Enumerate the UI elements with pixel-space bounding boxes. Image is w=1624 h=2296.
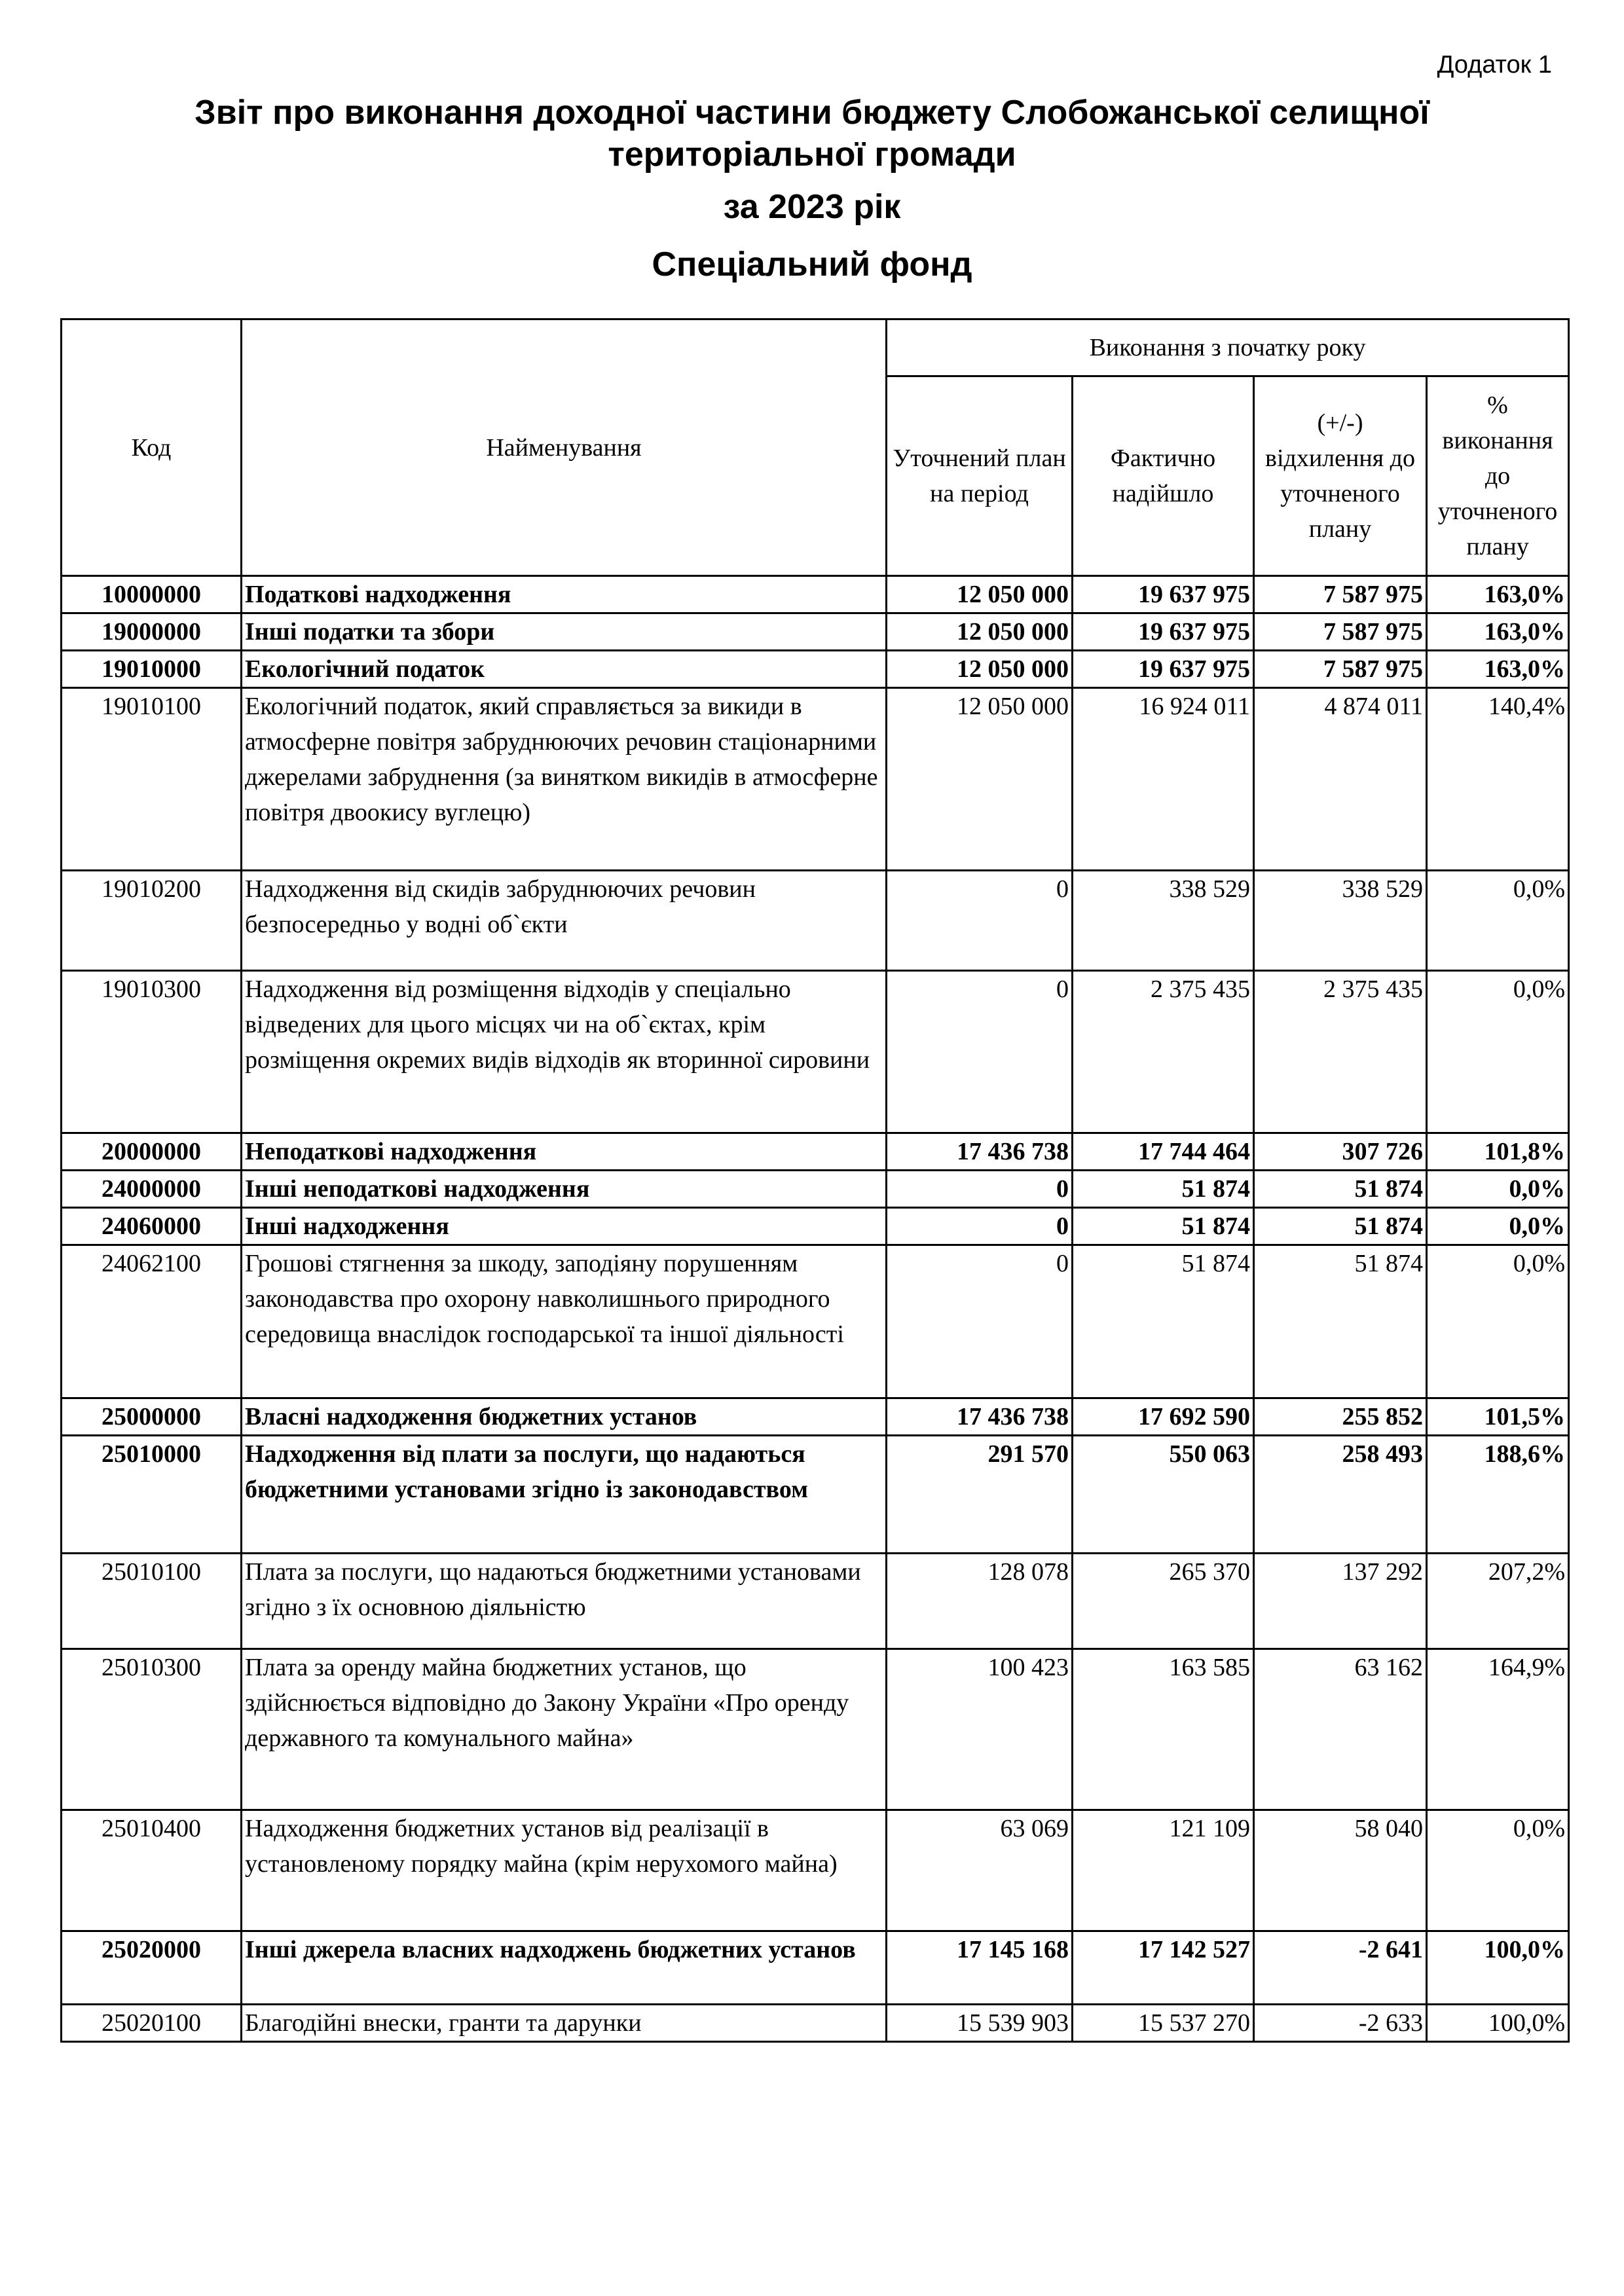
row-code: 25010400 (62, 1810, 242, 1931)
row-name: Інші податки та збори (242, 613, 887, 651)
row-name: Плата за оренду майна бюджетних установ, що здійснюється відповідно до Закону України «Про оренду державного та комунального майна» (242, 1649, 887, 1810)
row-actual: 121 109 (1073, 1810, 1254, 1931)
row-deviation: 63 162 (1254, 1649, 1427, 1810)
row-percent: 207,2% (1427, 1554, 1569, 1649)
row-deviation: -2 633 (1254, 2005, 1427, 2042)
row-name: Інші джерела власних надходжень бюджетних установ (242, 1931, 887, 2005)
row-actual: 51 874 (1073, 1245, 1254, 1398)
row-name: Неподаткові надходження (242, 1133, 887, 1171)
row-percent: 164,9% (1427, 1649, 1569, 1810)
header-actual: Фактично надійшло (1073, 376, 1254, 576)
row-code: 19010200 (62, 871, 242, 971)
row-percent: 163,0% (1427, 576, 1569, 613)
row-actual: 17 744 464 (1073, 1133, 1254, 1171)
table-row (62, 1436, 1569, 1554)
row-plan: 0 (887, 971, 1073, 1133)
table-row (62, 1649, 1569, 1810)
row-percent: 0,0% (1427, 1208, 1569, 1245)
table-row (62, 1398, 1569, 1436)
row-percent: 140,4% (1427, 688, 1569, 871)
row-percent: 101,5% (1427, 1398, 1569, 1436)
revenue-table (60, 318, 1570, 2043)
row-name: Грошові стягнення за шкоду, заподіяну порушенням законодавства про охорону навколишнього природного середовища внаслідок господарської та іншої діяльності (242, 1245, 887, 1398)
table-row (62, 651, 1569, 688)
row-percent: 0,0% (1427, 971, 1569, 1133)
row-percent: 0,0% (1427, 871, 1569, 971)
row-code: 25010000 (62, 1436, 242, 1554)
row-plan: 17 145 168 (887, 1931, 1073, 2005)
row-actual: 19 637 975 (1073, 651, 1254, 688)
row-percent: 100,0% (1427, 1931, 1569, 2005)
row-plan: 291 570 (887, 1436, 1073, 1554)
header-code: Код (62, 319, 242, 576)
row-deviation: 7 587 975 (1254, 651, 1427, 688)
row-actual: 51 874 (1073, 1208, 1254, 1245)
row-code: 19010000 (62, 651, 242, 688)
row-code: 25000000 (62, 1398, 242, 1436)
row-percent: 0,0% (1427, 1245, 1569, 1398)
header-execution-group: Виконання з початку року (887, 319, 1569, 376)
row-code: 10000000 (62, 576, 242, 613)
row-plan: 63 069 (887, 1810, 1073, 1931)
table-row (62, 1171, 1569, 1208)
row-percent: 188,6% (1427, 1436, 1569, 1554)
row-name: Благодійні внески, гранти та дарунки (242, 2005, 887, 2042)
row-plan: 0 (887, 1171, 1073, 1208)
row-percent: 0,0% (1427, 1171, 1569, 1208)
row-name: Надходження від плати за послуги, що надаються бюджетними установами згідно із законодавством (242, 1436, 887, 1554)
row-name: Надходження бюджетних установ від реалізації в установленому порядку майна (крім нерухомого майна) (242, 1810, 887, 1931)
table-row (62, 871, 1569, 971)
table-row (62, 688, 1569, 871)
header-plan: Уточнений план на період (887, 376, 1073, 576)
row-actual: 19 637 975 (1073, 613, 1254, 651)
row-deviation: 338 529 (1254, 871, 1427, 971)
row-plan: 0 (887, 1245, 1073, 1398)
header-percent: % виконання до уточненого плану (1427, 376, 1569, 576)
row-deviation: 7 587 975 (1254, 576, 1427, 613)
row-plan: 15 539 903 (887, 2005, 1073, 2042)
row-actual: 265 370 (1073, 1554, 1254, 1649)
row-deviation: 7 587 975 (1254, 613, 1427, 651)
row-code: 25010100 (62, 1554, 242, 1649)
row-actual: 19 637 975 (1073, 576, 1254, 613)
fund-title: Спеціальний фонд (652, 246, 972, 283)
row-name: Власні надходження бюджетних установ (242, 1398, 887, 1436)
table-row (62, 1133, 1569, 1171)
row-name: Екологічний податок (242, 651, 887, 688)
row-deviation: 51 874 (1254, 1245, 1427, 1398)
row-deviation: 4 874 011 (1254, 688, 1427, 871)
row-plan: 128 078 (887, 1554, 1073, 1649)
row-plan: 12 050 000 (887, 613, 1073, 651)
table-row (62, 613, 1569, 651)
table-row (62, 971, 1569, 1133)
row-actual: 338 529 (1073, 871, 1254, 971)
row-actual: 16 924 011 (1073, 688, 1254, 871)
row-actual: 550 063 (1073, 1436, 1254, 1554)
table-row (62, 1931, 1569, 2005)
row-plan: 17 436 738 (887, 1133, 1073, 1171)
row-code: 24000000 (62, 1171, 242, 1208)
row-deviation: -2 641 (1254, 1931, 1427, 2005)
row-actual: 15 537 270 (1073, 2005, 1254, 2042)
row-plan: 12 050 000 (887, 651, 1073, 688)
row-actual: 51 874 (1073, 1171, 1254, 1208)
row-deviation: 137 292 (1254, 1554, 1427, 1649)
row-name: Надходження від скидів забруднюючих речовин безпосередньо у водні об`єкти (242, 871, 887, 971)
row-percent: 101,8% (1427, 1133, 1569, 1171)
row-actual: 2 375 435 (1073, 971, 1254, 1133)
row-name: Інші неподаткові надходження (242, 1171, 887, 1208)
row-plan: 17 436 738 (887, 1398, 1073, 1436)
row-actual: 17 692 590 (1073, 1398, 1254, 1436)
row-code: 19000000 (62, 613, 242, 651)
row-deviation: 258 493 (1254, 1436, 1427, 1554)
row-plan: 0 (887, 871, 1073, 971)
report-title-line-2: територіальної громади (608, 136, 1016, 173)
table-row (62, 2005, 1569, 2042)
row-deviation: 255 852 (1254, 1398, 1427, 1436)
row-deviation: 2 375 435 (1254, 971, 1427, 1133)
row-name: Податкові надходження (242, 576, 887, 613)
row-code: 25010300 (62, 1649, 242, 1810)
report-title-line-1: Звіт про виконання доходної частини бюджету Слобожанської селищної (194, 94, 1430, 132)
row-code: 24060000 (62, 1208, 242, 1245)
row-code: 19010100 (62, 688, 242, 871)
header-name: Найменування (242, 319, 887, 576)
row-code: 25020100 (62, 2005, 242, 2042)
table-row (62, 1810, 1569, 1931)
row-deviation: 307 726 (1254, 1133, 1427, 1171)
row-percent: 0,0% (1427, 1810, 1569, 1931)
row-deviation: 58 040 (1254, 1810, 1427, 1931)
row-plan: 0 (887, 1208, 1073, 1245)
row-percent: 100,0% (1427, 2005, 1569, 2042)
row-deviation: 51 874 (1254, 1171, 1427, 1208)
header-deviation: (+/-) відхилення до уточненого плану (1254, 376, 1427, 576)
table-row (62, 1245, 1569, 1398)
row-code: 19010300 (62, 971, 242, 1133)
row-code: 20000000 (62, 1133, 242, 1171)
row-plan: 12 050 000 (887, 576, 1073, 613)
row-name: Екологічний податок, який справляється за викиди в атмосферне повітря забруднюючих речовин стаціонарними джерелами забруднення (за винятком викидів в атмосферне повітря двоокису вуглецю) (242, 688, 887, 871)
row-code: 25020000 (62, 1931, 242, 2005)
row-name: Плата за послуги, що надаються бюджетними установами згідно з їх основною діяльністю (242, 1554, 887, 1649)
row-actual: 17 142 527 (1073, 1931, 1254, 2005)
table-row (62, 1554, 1569, 1649)
report-period: за 2023 рік (723, 188, 901, 226)
table-row (62, 1208, 1569, 1245)
row-name: Надходження від розміщення відходів у спеціально відведених для цього місцях чи на об`єктах, крім розміщення окремих видів відходів як вторинної сировини (242, 971, 887, 1133)
row-percent: 163,0% (1427, 651, 1569, 688)
row-name: Інші надходження (242, 1208, 887, 1245)
row-percent: 163,0% (1427, 613, 1569, 651)
annex-label: Додаток 1 (1437, 51, 1552, 79)
row-deviation: 51 874 (1254, 1208, 1427, 1245)
row-plan: 100 423 (887, 1649, 1073, 1810)
row-plan: 12 050 000 (887, 688, 1073, 871)
table-row (62, 576, 1569, 613)
row-code: 24062100 (62, 1245, 242, 1398)
row-actual: 163 585 (1073, 1649, 1254, 1810)
